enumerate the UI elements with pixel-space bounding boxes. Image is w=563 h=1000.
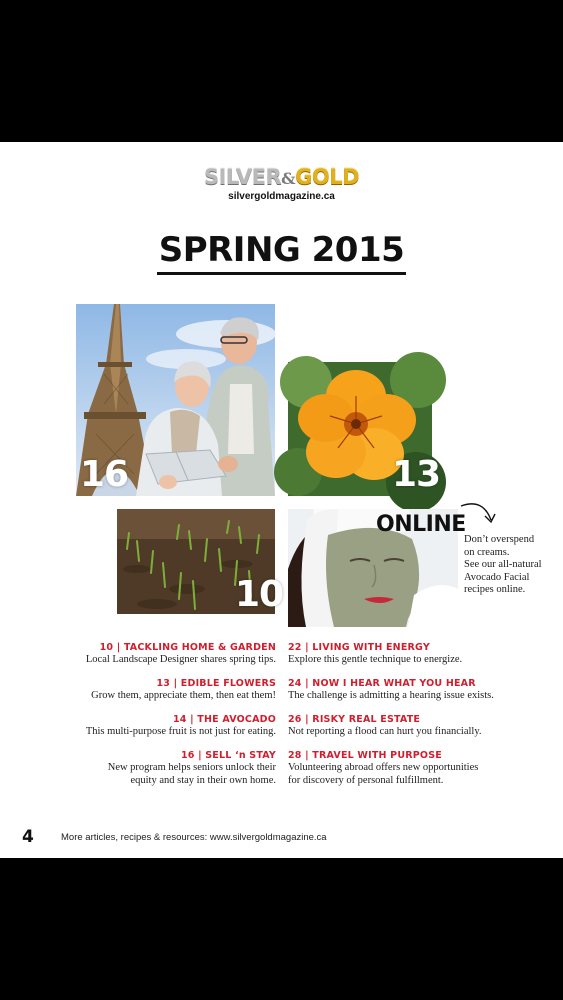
contents-entry[interactable]: [60, 642, 276, 667]
contents-entry-desc: for discovery of personal fulfillment.: [288, 774, 444, 786]
magazine-page: [0, 142, 563, 858]
contents-entry[interactable]: [288, 714, 508, 739]
contents-entry-desc: The challenge is admitting a hearing issue exists.: [288, 690, 494, 701]
photo-page-number-10: 10: [235, 574, 284, 615]
contents-entry[interactable]: [288, 642, 508, 667]
contents-entry-title: 26 | RISKY REAL ESTATE: [288, 714, 421, 725]
online-note-line: See our all-natural: [464, 559, 542, 570]
logo-silver-text: SILVER: [203, 165, 282, 189]
contents-entry-desc: New program helps seniors unlock their: [107, 762, 276, 773]
logo-url: silvergoldmagazine.ca: [228, 191, 335, 202]
logo-wordmark: [0, 166, 563, 190]
page-number: 4: [22, 827, 34, 847]
travel-photo[interactable]: [76, 304, 275, 496]
contents-entry-title: 24 | NOW I HEAR WHAT YOU HEAR: [288, 678, 476, 689]
contents-entry-title: 16 | SELL ‘n STAY: [180, 750, 276, 761]
contents-entry-desc: Explore this gentle technique to energize.: [288, 654, 463, 665]
contents-entry-title: 22 | LIVING WITH ENERGY: [288, 642, 430, 653]
photo-page-number-16: 16: [80, 454, 129, 495]
footer-link-text[interactable]: More articles, recipes & resources: www.silvergoldmagazine.ca: [61, 832, 327, 843]
online-note-line: Don’t overspend: [464, 534, 535, 545]
online-note-line: recipes online.: [464, 584, 526, 595]
contents-entry[interactable]: [60, 714, 276, 739]
contents-entry-title: 14 | THE AVOCADO: [173, 714, 276, 725]
curved-arrow-icon: [455, 498, 501, 528]
garden-photo[interactable]: [117, 509, 284, 615]
contents-entry[interactable]: [60, 678, 276, 703]
issue-title: SPRING 2015: [157, 230, 407, 275]
contents-entry-desc: Grow them, appreciate them, then eat them!: [91, 690, 276, 701]
contents-entry[interactable]: [60, 750, 276, 787]
contents-entry-desc: This multi-purpose fruit is not just for eating.: [85, 726, 276, 737]
flower-photo[interactable]: [288, 362, 441, 496]
contents-entry-desc: Not reporting a flood can hurt you financially.: [288, 726, 482, 737]
logo-gold-text: GOLD: [295, 165, 360, 189]
contents-entry[interactable]: [288, 678, 508, 703]
logo-ampersand: &: [281, 169, 296, 188]
online-note-line: on creams.: [464, 546, 510, 558]
contents-entry-desc: equity and stay in their own home.: [130, 774, 276, 786]
online-label[interactable]: ONLINE: [376, 512, 466, 537]
online-note: [464, 534, 559, 597]
contents-entry-desc: Local Landscape Designer shares spring tips.: [85, 654, 276, 665]
contents-entry-title: 10 | TACKLING HOME & GARDEN: [99, 642, 276, 653]
magazine-logo: [0, 166, 563, 202]
issue-title-wrap: [0, 230, 563, 270]
contents-entry-desc: Volunteering abroad offers new opportunities: [288, 762, 479, 773]
contents-entry-title: 13 | EDIBLE FLOWERS: [156, 678, 276, 689]
contents-entry-title: 28 | TRAVEL WITH PURPOSE: [288, 750, 442, 761]
photo-page-number-13: 13: [392, 454, 441, 495]
online-note-line: Avocado Facial: [464, 571, 530, 583]
contents-entry[interactable]: [288, 750, 508, 787]
